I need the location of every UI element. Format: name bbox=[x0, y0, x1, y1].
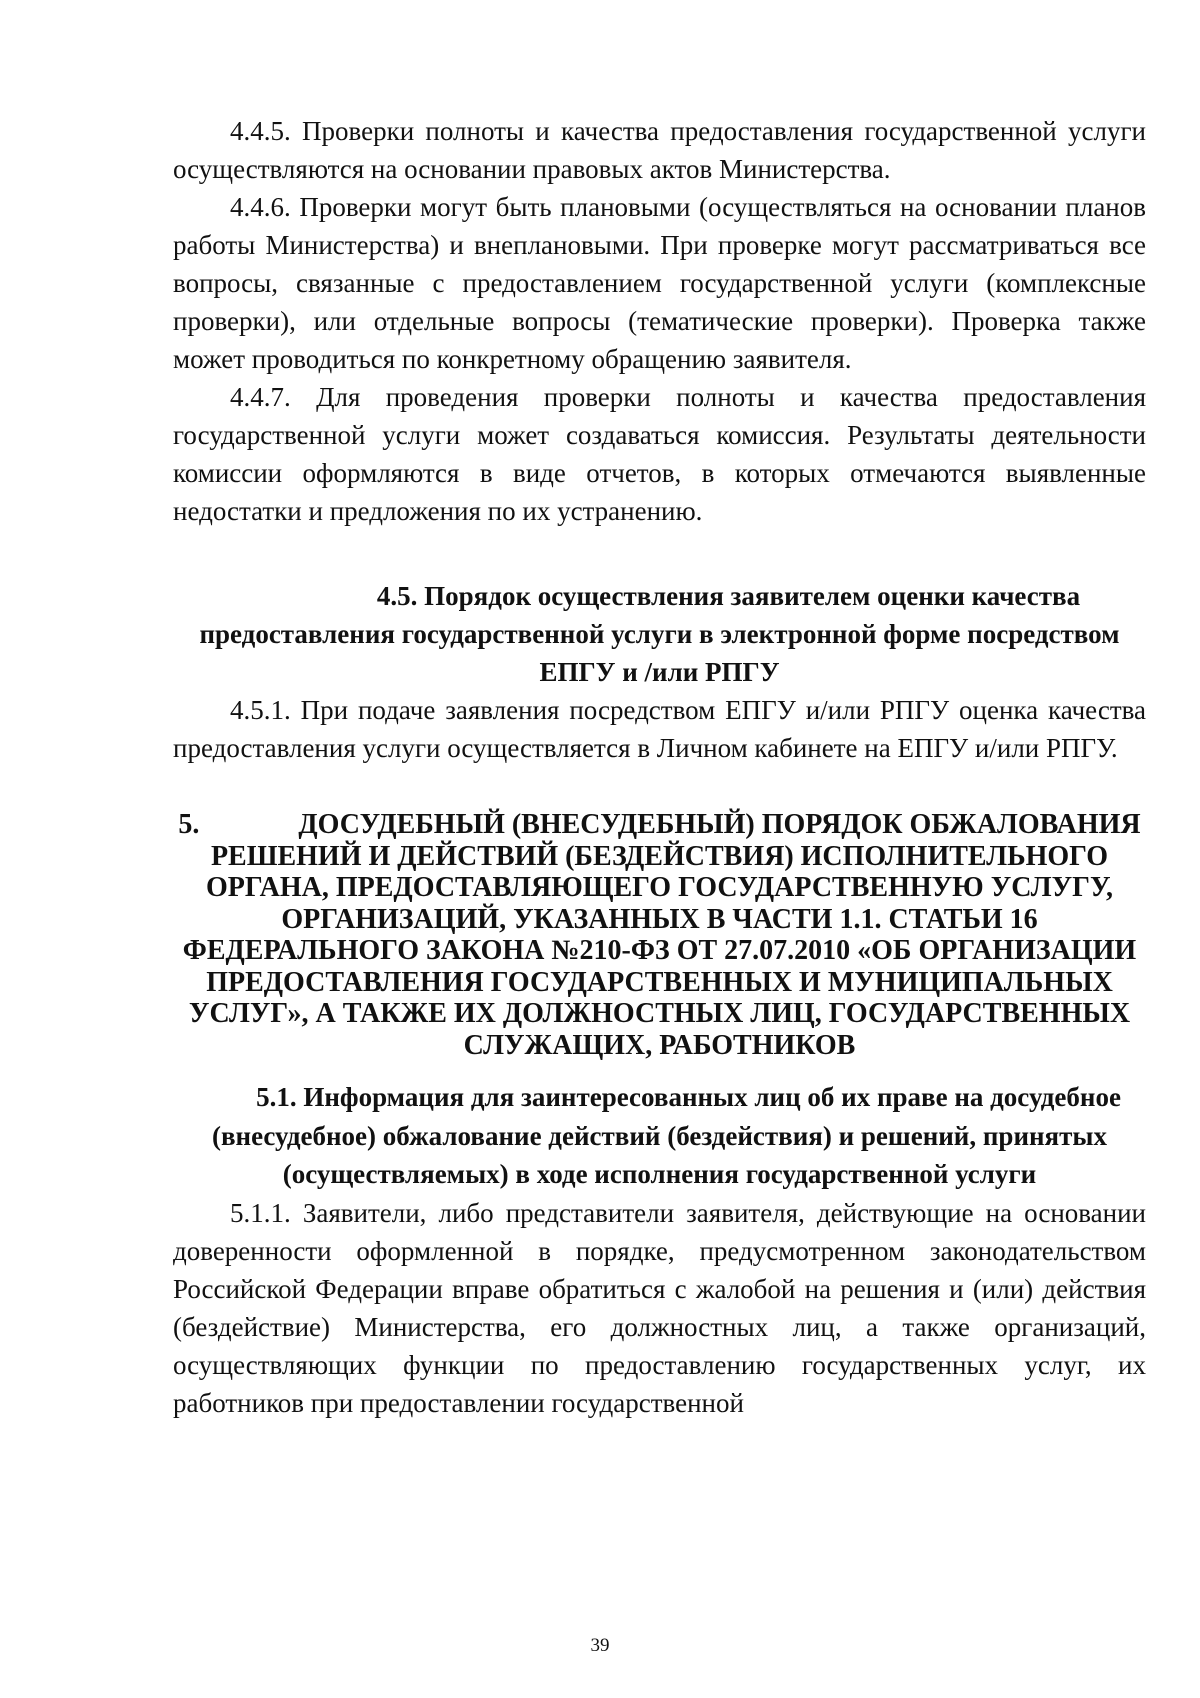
paragraph-4-5-1: 4.5.1. При подаче заявления посредством ЕПГУ и/или РПГУ оценка качества предоставления услуги осуществляется в Личном кабинете на ЕПГУ и/или РПГУ. bbox=[173, 695, 1146, 763]
section-5-1-heading-rest: (внесудебное) обжалование действий (бездействия) и решений, принятых (осуществляемых) в ходе исполнения государственной услуги bbox=[211, 1120, 1108, 1189]
section-5-heading bbox=[173, 809, 1146, 1061]
paragraph-4-4-6: 4.4.6. Проверки могут быть плановыми (осуществляться на основании планов работы Министерства) и внеплановыми. При проверке могут рассматриваться все вопросы, связанные с предоставлением государственной услуги (комплексные проверки), или отдельные вопросы (тематические проверки). Проверка также может проводиться по конкретному обращению заявителя. bbox=[173, 192, 1146, 374]
paragraph-4-4-5: 4.4.5. Проверки полноты и качества предоставления государственной услуги осуществляются на основании правовых актов Министерства. bbox=[173, 116, 1146, 184]
section-5-1-heading-line1: 5.1. Информация для заинтересованных лиц об их праве на досудебное bbox=[256, 1082, 1121, 1112]
section-4-5-heading-rest: предоставления государственной услуги в электронной форме посредством ЕПГУ и /или РПГУ bbox=[199, 619, 1120, 687]
section-5-title: ДОСУДЕБНЫЙ (ВНЕСУДЕБНЫЙ) ПОРЯДОК ОБЖАЛОВАНИЯ РЕШЕНИЙ И ДЕЙСТВИЙ (БЕЗДЕЙСТВИЯ) ИСПОЛНИТЕЛЬНОГО ОРГАНА, ПРЕДОСТАВЛЯЮЩЕГО ГОСУДАРСТВЕННУЮ УСЛУГУ, ОРГАНИЗАЦИЙ, УКАЗАННЫХ В ЧАСТИ 1.1. СТАТЬИ 16 ФЕДЕРАЛЬНОГО ЗАКОНА №210-ФЗ ОТ 27.07.2010 «ОБ ОРГАНИЗАЦИИ ПРЕДОСТАВЛЕНИЯ ГОСУДАРСТВЕННЫХ И МУНИЦИПАЛЬНЫХ УСЛУГ», А ТАКЖЕ ИХ ДОЛЖНОСТНЫХ ЛИЦ, ГОСУДАРСТВЕННЫХ СЛУЖАЩИХ, РАБОТНИКОВ bbox=[182, 809, 1141, 1061]
paragraph-5-1-1: 5.1.1. Заявители, либо представители заявителя, действующие на основании доверенности оформленной в порядке, предусмотренном законодательством Российской Федерации вправе обратиться с жалобой на решения и (или) действия (бездействие) Министерства, его должностных лиц, а также организаций, осуществляющих функции по предоставлению государственных услуг, их работников при предоставлении государственной bbox=[173, 1197, 1146, 1418]
page-content bbox=[173, 112, 1146, 1422]
section-5-1-heading bbox=[173, 1078, 1146, 1194]
section-5-number: 5. bbox=[178, 809, 200, 840]
section-4-5-heading bbox=[173, 577, 1146, 691]
page-number: 39 bbox=[590, 1635, 610, 1656]
section-4-5-heading-line1: 4.5. Порядок осуществления заявителем оценки качества bbox=[376, 581, 1081, 611]
paragraph-4-4-7: 4.4.7. Для проведения проверки полноты и качества предоставления государственной услуги может создаваться комиссия. Результаты деятельности комиссии оформляются в виде отчетов, в которых отмечаются выявленные недостатки и предложения по их устранению. bbox=[173, 382, 1146, 526]
